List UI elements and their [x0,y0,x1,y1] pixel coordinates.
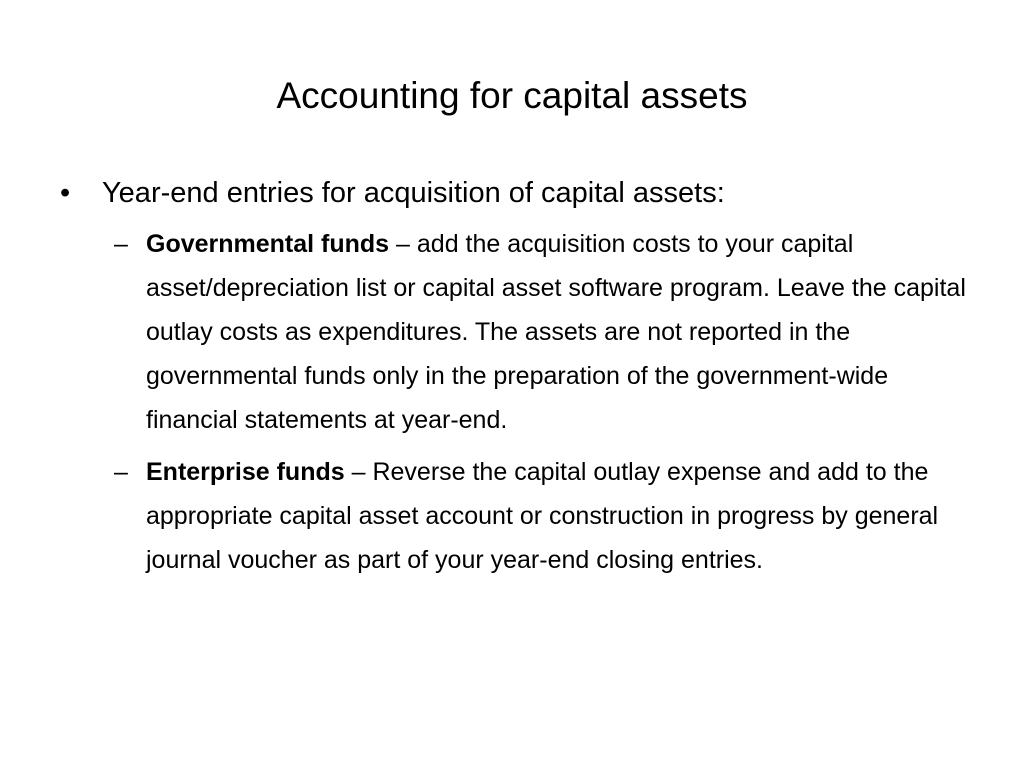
bullet-item [60,170,970,216]
slide-body [60,170,970,590]
sub-bullet-enterprise-funds [60,450,970,582]
bullet-marker: • [60,177,71,209]
dash-marker: – [114,458,128,486]
bullet-text: Year-end entries for acquisition of capital assets: [102,177,725,209]
sub-bullet-lead: Enterprise funds [146,458,345,486]
sub-bullet-text: – Reverse the capital outlay expense and add to the appropriate capital asset account or construction in progress by general journal voucher as part of your year-end closing entries. [146,458,939,574]
sub-bullet-list [60,222,970,582]
sub-bullet-governmental-funds [60,222,970,442]
sub-bullet-text: – add the acquisition costs to your capital asset/depreciation list or capital asset software program. Leave the capital outlay costs as expenditures. The assets are not reported in the governmental funds only in the preparation of the government-wide financial statements at year-end. [146,230,966,434]
slide-title: Accounting for capital assets [276,75,748,116]
sub-bullet-lead: Governmental funds [146,230,390,258]
dash-marker: – [114,230,128,258]
